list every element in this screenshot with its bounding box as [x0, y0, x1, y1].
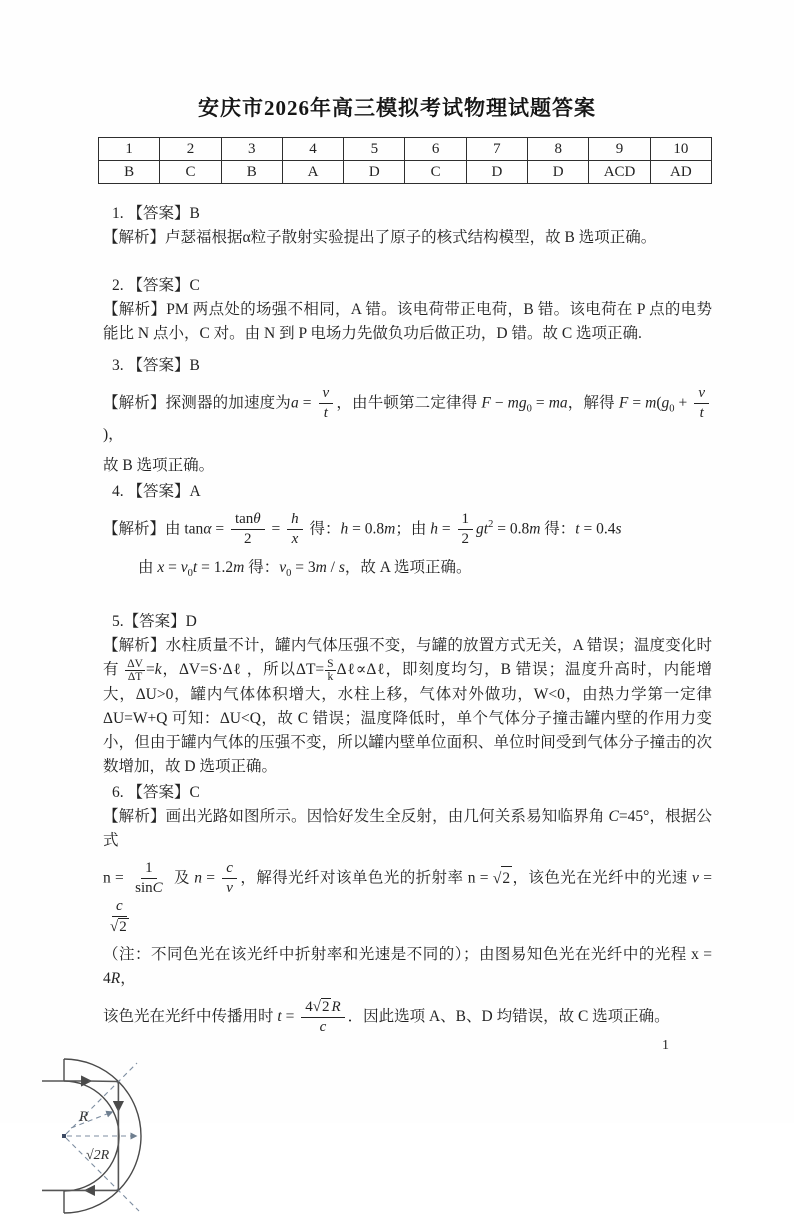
answer-cell: D — [528, 161, 589, 184]
question-number-cell: 4 — [282, 138, 343, 161]
q4-conclusion: 由 $x = v_0t = 1.2m$ 得：$v_0 = 3m / s$，故 A 选项正确。 — [138, 559, 472, 580]
fraction: $\frac{c}{v}$ — [222, 860, 237, 898]
answer-cell: D — [344, 161, 405, 184]
question-number-cell: 3 — [221, 138, 282, 161]
q6-answer: 6. 【答案】C — [112, 784, 200, 802]
question-number-cell: 10 — [650, 138, 711, 161]
fiber-optics-figure — [34, 1053, 264, 1225]
fraction: $\frac{\tan\theta}{2}$ — [231, 511, 265, 549]
fraction: $\frac{v}{t}$ — [319, 385, 334, 423]
dashed-45-up — [66, 1063, 137, 1134]
fraction: c √ 2 — [110, 897, 127, 935]
answer-cell: A — [282, 161, 343, 184]
answer-table-answer-row — [99, 161, 712, 184]
fraction: $\frac{\Delta V}{\Delta T}$ — [127, 658, 143, 684]
fraction: $\frac{1}{\sin C}$ — [135, 860, 163, 897]
square-root: √ 2 — [110, 918, 127, 935]
radius-label: R — [79, 1108, 89, 1125]
question-number-cell: 9 — [589, 138, 650, 161]
q3-conclusion: 故 B 选项正确。 — [103, 456, 215, 474]
solutions — [98, 202, 712, 1037]
question-number-cell: 6 — [405, 138, 466, 161]
question-number-cell: 7 — [466, 138, 527, 161]
light-path-diagram — [34, 1053, 794, 1230]
q3-answer: 3. 【答案】B — [112, 357, 200, 374]
q5-answer: 5.【答案】D — [112, 613, 197, 631]
answer-cell: D — [466, 161, 527, 184]
square-root: √ 2 — [312, 999, 330, 1016]
answer-cell: AD — [650, 161, 711, 184]
answer-cell: ACD — [589, 161, 650, 184]
answer-table — [98, 137, 712, 184]
answer-cell: C — [405, 161, 466, 184]
fraction: $\frac{1}{2}$ — [458, 511, 474, 549]
fraction: $\frac{h}{x}$ — [287, 511, 303, 549]
fraction: $\frac{v}{t}$ — [694, 385, 709, 423]
page-title: 安庆市2026年高三模拟考试物理试题答案 — [198, 96, 596, 120]
answer-cell: C — [160, 161, 221, 184]
q6-formula-2: 该色光在光纤中传播用时 t = 4 √ 2 R c ．因此选项 A、B、D 均错误，故 C 选项正确。 — [103, 999, 670, 1036]
answer-table-number-row — [99, 138, 712, 161]
q2-answer: 2. 【答案】C — [112, 277, 200, 294]
q6-explanation: 【解析】画出光路如图所示。因恰好发生全反射，由几何关系易知临界角 C=45°，根据公式 — [103, 808, 712, 850]
square-root: √ 2 — [493, 866, 512, 891]
q1-answer: 1. 【答案】B — [112, 205, 200, 222]
q2-explanation: 【解析】PM 两点处的场强不相同，A 错。该电荷带正电荷，B 错。该电荷在 P 点的电势能比 N 点小，C 对。由 N 到 P 电场力先做负功后做正功，D 错。故 C 选项正确. — [103, 301, 712, 342]
entry-ray-2 — [88, 1081, 118, 1082]
q6-formula-1: n = $\frac{1}{\sin C}$ 及 n = $\frac{c}{v}$ ，解得光纤对该单色光的折射率 n = √ 2 ，该色光在光纤中的光速 v = c √ 2 — [103, 860, 712, 935]
q6-note: （注：不同色光在该光纤中折射率和光速是不同的）；由图易知色光在光纤中的光程 x = 4R， — [103, 946, 712, 988]
answer-cell: B — [221, 161, 282, 184]
question-number-cell: 8 — [528, 138, 589, 161]
center-point — [62, 1134, 66, 1138]
chord-label: √2R — [86, 1147, 110, 1163]
answer-cell: B — [99, 161, 160, 184]
question-number-cell: 5 — [344, 138, 405, 161]
fraction: 4 √ 2 R c — [301, 998, 344, 1037]
fraction: $\frac{S}{k}$ — [327, 658, 334, 684]
question-number-cell: 2 — [160, 138, 221, 161]
q4-explanation: 【解析】由 tanα = $\frac{\tan\theta}{2}$ = $\frac{h}{x}$ 得：h = 0.8m；由 h = $\frac{1}{2}$ $gt^2 = 0.8m$ 得：t = 0.4s — [103, 510, 622, 547]
page-number: 1 — [662, 1038, 669, 1053]
dashed-inner-radius-arrow — [71, 1112, 112, 1128]
q1-explanation: 【解析】卢瑟福根据α粒子散射实验提出了原子的核式结构模型，故 B 选项正确。 — [103, 229, 657, 246]
q4-answer: 4. 【答案】A — [112, 482, 201, 500]
q5-explanation: 【解析】水柱质量不计，罐内气体压强不变，与罐的放置方式无关，A 错误；温度变化时有 $\frac{\Delta V}{\Delta T}$ =k，ΔV=S·Δℓ ，所以ΔT= $\frac{S}{k}$ Δℓ∝Δℓ，即刻度均匀，B 错误；温度升高时，内能增大，ΔU>0，罐内气体体积增大，水柱上移，气体对外做功，W<0，由热力学第一定律ΔU=W+Q 可知：ΔU<Q，故 C 错误；温度降低时，单个气体分子撞击罐内壁的作用力变小，但由于罐内气体的压强不变，所以罐内壁单位面积、单位时间受到气体分子撞击的次数增加，故 D 选项正确。 — [103, 637, 712, 776]
inner-arc — [64, 1081, 119, 1191]
q3-explanation: 【解析】探测器的加速度为a = $\frac{v}{t}$ ，由牛顿第二定律得 $F - mg_0$ = ma，解得 $F = m(g_0$ + $\frac{v}{t}$ )， — [98, 385, 712, 447]
question-number-cell: 1 — [99, 138, 160, 161]
